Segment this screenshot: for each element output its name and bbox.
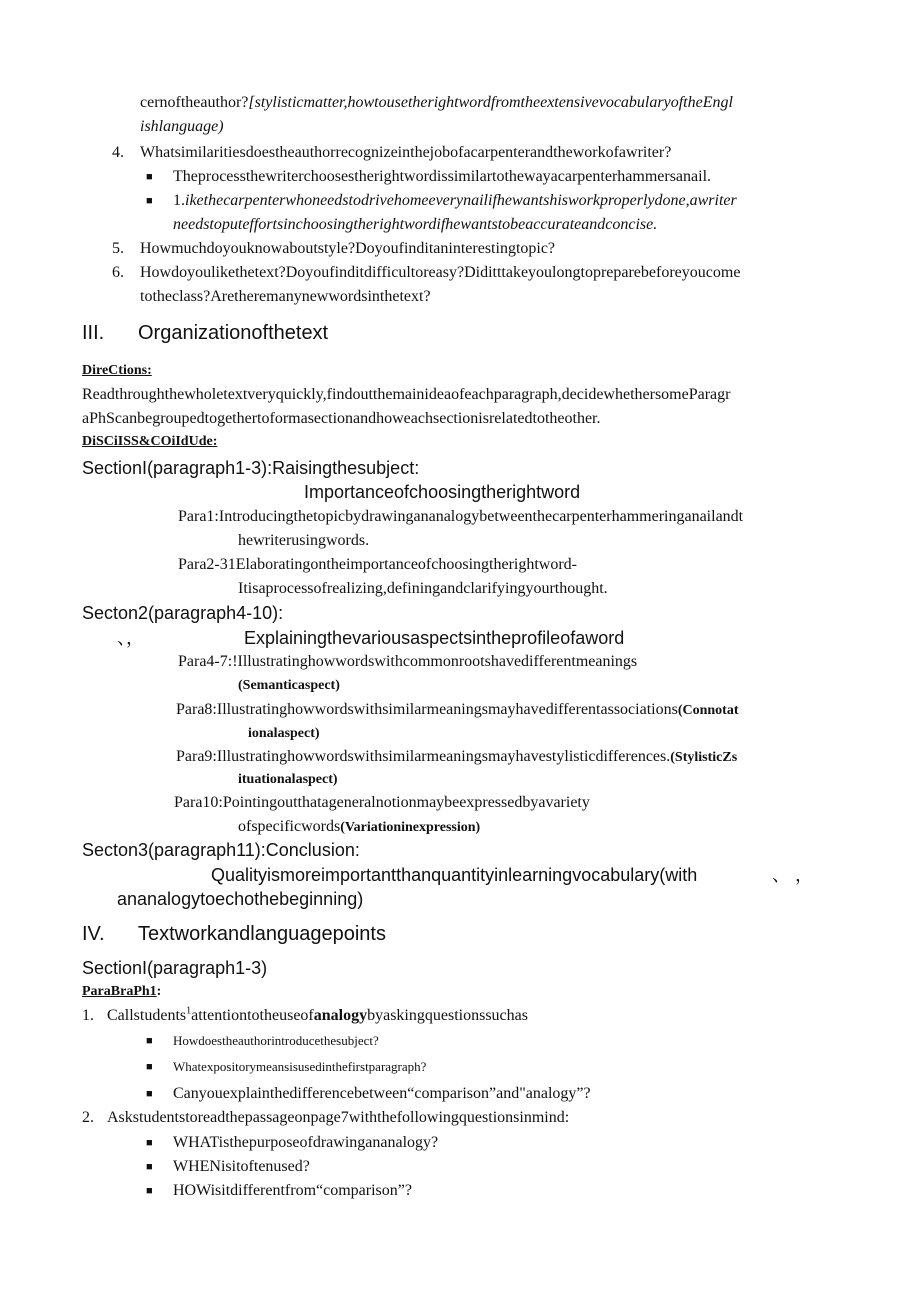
- bullet-icon: ■: [146, 1061, 153, 1073]
- bullet-icon: ■: [146, 171, 153, 183]
- paragraph-label-colon: :: [156, 984, 162, 999]
- para-8-aspect: (Connotat: [677, 703, 739, 718]
- item-number: 1.: [82, 1007, 94, 1024]
- bullet-icon: ■: [146, 1035, 153, 1047]
- item-2-question-2: WHENisitoftenused?: [173, 1158, 310, 1175]
- intro-line-1: [140, 91, 733, 115]
- section-2-marks: 、，: [117, 628, 144, 648]
- bullet-icon: ■: [146, 1088, 153, 1100]
- para-8-line-1: [176, 698, 738, 723]
- item-1-question-2: Whatexpositorymeansisusedinthefirstparagraph?: [173, 1059, 427, 1074]
- section-1-subtitle: Importanceofchoosingtherightword: [304, 482, 581, 502]
- para-1-line-2: hewriterusingwords.: [238, 532, 370, 549]
- para-2-3-line-1: Para2-31Elaboratingontheimportanceofchoosingtherightword-: [178, 556, 577, 573]
- para-10-text: ofspecificwords: [238, 818, 341, 835]
- para-10-aspect: (Variationinexpression): [340, 820, 481, 835]
- question-6-line-1: Howdoyoulikethetext?Doyoufinditdifficultoreasy?Diditttakeyoulongtopreparebeforeyoucome: [140, 264, 741, 281]
- item-1-text-b: attentiontotheuseof: [191, 1007, 314, 1024]
- question-4: Whatsimilaritiesdoestheauthorrecognizeinthejobofacarpenterandtheworkofawriter?: [140, 144, 672, 161]
- answer-text: ikethecarpenterwhoneedstodrivehomeeverynailifhewantshisworkproperlydone,awriter: [185, 192, 737, 209]
- section-2-heading: Secton2(paragraph4-10):: [82, 603, 284, 623]
- section-numeral: IV.: [82, 923, 105, 945]
- item-1-text-a: Callstudents: [107, 1007, 187, 1024]
- subsection-heading: SectionI(paragraph1-3): [82, 958, 268, 978]
- bullet-icon: ■: [146, 195, 153, 207]
- para-2-3-line-2: Itisaprocessofrealizing,definingandclarifyingyourthought.: [238, 580, 608, 597]
- question-5: Howmuchdoyouknowaboutstyle?Doyoufinditaninterestingtopic?: [140, 240, 556, 257]
- discuss-label: DiSCiISS&COiIdUde:: [82, 434, 218, 449]
- para-10-line-2: [238, 815, 480, 840]
- answer-number: 1.: [173, 192, 185, 209]
- directions-line-1: Readthroughthewholetextveryquickly,findoutthemainideaofeachparagraph,decidewhethersomeParagr: [82, 386, 731, 403]
- paragraph-label: [82, 980, 161, 1004]
- section-title: Organizationofthetext: [138, 322, 329, 344]
- para-8-line-2: ionalaspect): [248, 726, 320, 741]
- item-2-question-1: WHATisthepurposeofdrawingananalogy?: [173, 1134, 439, 1151]
- item-1-text: [107, 1004, 528, 1028]
- question-4-answer-1: Theprocessthewriterchoosestherightwordissimilartothewayacarpenterhammersanail.: [173, 168, 712, 185]
- para-9-line-2: ituationalaspect): [238, 772, 338, 787]
- item-2-text: Askstudentstoreadthepassageonpage7withthefollowingquestionsinmind:: [107, 1109, 570, 1126]
- section-numeral: III.: [82, 322, 105, 344]
- question-4-answer-2-line-1: [173, 189, 737, 213]
- bullet-icon: ■: [146, 1185, 153, 1197]
- item-1-question-1: Howdoestheauthorintroducethesubject?: [173, 1033, 379, 1048]
- para-8-text: Para8:Illustratinghowwordswithsimilarmeaningsmayhavedifferentassociations: [176, 701, 678, 718]
- para-9-aspect: (StylisticZs: [670, 750, 738, 765]
- item-1-text-c: byaskingquestionssuchas: [367, 1007, 528, 1024]
- section-3-line-2: ananalogytoechothebeginning): [117, 889, 364, 909]
- bullet-icon: ■: [146, 1161, 153, 1173]
- section-title: Textworkandlanguagepoints: [138, 923, 386, 945]
- para-1-line-1: Para1:Introducingthetopicbydrawingananalogybetweenthecarpenterhammeringanailandt: [178, 508, 744, 525]
- intro-text: cernoftheauthor?: [140, 94, 249, 111]
- intro-italic: [stylisticmatter,howtousetherightwordfromtheextensivevocabularyoftheEngl: [248, 94, 733, 111]
- paragraph-label-text: ParaBraPh1: [82, 984, 157, 999]
- section-3-heading: Secton3(paragraph11):Conclusion:: [82, 840, 360, 860]
- question-number: 4.: [112, 144, 124, 161]
- question-number: 6.: [112, 264, 124, 281]
- item-1-footnote: 1: [186, 1005, 192, 1017]
- section-3-marks: 、 ，: [772, 865, 814, 885]
- question-number: 5.: [112, 240, 124, 257]
- question-4-answer-2-line-2: needstoputeffortsinchoosingtherightwordifhewantstobeaccurateandconcise.: [173, 216, 658, 233]
- item-1-question-3: Canyouexplainthedifferencebetween“comparison”and"analogy”?: [173, 1085, 591, 1102]
- bullet-icon: ■: [146, 1137, 153, 1149]
- para-10-line-1: Para10:Pointingoutthatageneralnotionmaybeexpressedbyavariety: [174, 794, 590, 811]
- item-number: 2.: [82, 1109, 94, 1126]
- directions-line-2: aPhScanbegroupedtogethertoformasectionandhoweachsectionisrelatedtotheother.: [82, 410, 601, 427]
- section-1-heading: SectionI(paragraph1-3):Raisingthesubject:: [82, 458, 420, 478]
- section-3-line-1: Qualityismoreimportantthanquantityinlearningvocabulary(with: [211, 865, 698, 885]
- item-2-question-3: HOWisitdifferentfrom“comparison”?: [173, 1182, 412, 1199]
- directions-label: DireCtions:: [82, 363, 152, 378]
- para-4-7-line-1: Para4-7:!Illustratinghowwordswithcommonrootshavedifferentmeanings: [178, 653, 638, 670]
- para-4-7-line-2: (Semanticaspect): [238, 678, 340, 693]
- section-2-subtitle: Explainingthevariousaspectsintheprofileofaword: [244, 628, 625, 648]
- para-9-text: Para9:Illustratinghowwordswithsimilarmeaningsmayhavestylisticdifferences.: [176, 748, 671, 765]
- para-9-line-1: [176, 745, 737, 770]
- item-1-keyword: analogy: [313, 1007, 368, 1024]
- intro-line-2: ishlanguage): [140, 118, 224, 135]
- question-6-line-2: totheclass?Aretheremanynewwordsinthetext?: [140, 288, 431, 305]
